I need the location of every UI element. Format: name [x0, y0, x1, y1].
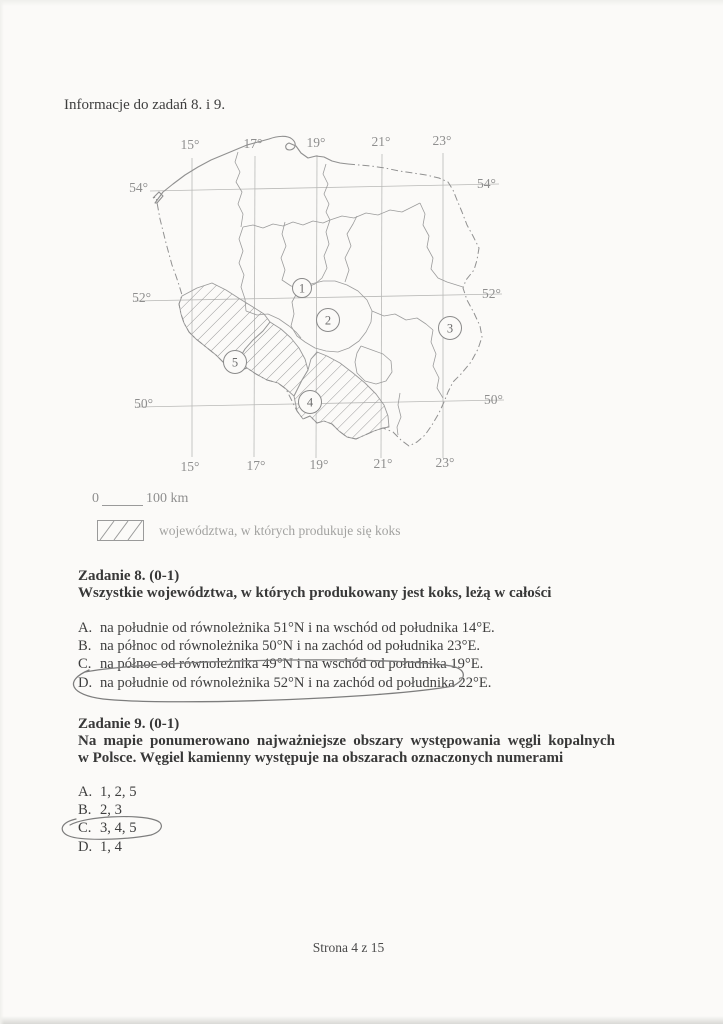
task-8-title: Zadanie 8. (0-1)	[78, 568, 180, 584]
page-edge-left	[0, 0, 4, 1024]
legend-label: województwa, w których produkuje się koks	[159, 522, 401, 538]
task-8-option-d: D. na południe od równoleżnika 52°N i na zachód od południka 22°E.	[78, 674, 492, 691]
task-9-option-c: C. 3, 4, 5	[78, 820, 137, 837]
svg-text:1: 1	[298, 281, 306, 296]
page-edge-bottom	[0, 1016, 723, 1024]
handwritten-answer-circle-task8	[53, 651, 473, 713]
svg-text:19°: 19°	[306, 135, 326, 150]
task-8-option-a: A. na południe od równoleżnika 51°N i na wschód od południka 14°E.	[78, 620, 495, 636]
intro-text: Informacje do zadań 8. i 9.	[64, 97, 226, 113]
page-edge-top	[0, 0, 723, 6]
scale-distance: 100 km	[146, 491, 189, 506]
area-marker-2	[317, 309, 340, 332]
task-9-stem-line1: Na mapie ponumerowano najważniejsze obszary występowania węgli kopalnych	[78, 733, 615, 749]
area-marker-5	[224, 351, 247, 374]
svg-text:2: 2	[324, 313, 332, 328]
svg-text:52°: 52°	[132, 290, 151, 305]
svg-text:17°: 17°	[246, 458, 266, 473]
svg-text:15°: 15°	[180, 459, 200, 474]
svg-text:3: 3	[446, 321, 454, 336]
task-9-stem-line2: w Polsce. Węgiel kamienny występuje na obszarach oznaczonych numerami	[78, 750, 564, 766]
svg-text:21°: 21°	[371, 134, 391, 149]
svg-text:17°: 17°	[243, 136, 263, 151]
svg-text:50°: 50°	[134, 396, 153, 411]
svg-text:23°: 23°	[432, 133, 452, 148]
handwritten-answer-circle-task9	[56, 811, 168, 843]
task-9-option-a: A. 1, 2, 5	[78, 784, 137, 800]
scale-zero: 0	[92, 491, 99, 506]
area-marker-4	[299, 391, 322, 414]
task-8-option-c: C. na północ od równoleżnika 49°N i na wschód od południka 19°E.	[78, 656, 484, 673]
task-9-option-d: D. 1, 4	[78, 838, 122, 855]
task-8-option-b: B. na północ od równoleżnika 50°N i na zachód od południka 23°E.	[78, 638, 481, 655]
svg-text:19°: 19°	[309, 457, 329, 472]
svg-text:54°: 54°	[477, 176, 496, 191]
svg-text:50°: 50°	[484, 392, 503, 407]
map-scale	[92, 486, 188, 506]
svg-text:23°: 23°	[435, 455, 455, 470]
area-marker-1	[293, 279, 312, 298]
svg-text:54°: 54°	[129, 180, 148, 195]
svg-text:5: 5	[231, 355, 239, 370]
task-8-stem: Wszystkie województwa, w których produkowany jest koks, leżą w całości	[78, 585, 552, 601]
page-number: Strona 4 z 15	[312, 940, 385, 955]
legend-hatch-swatch	[97, 520, 144, 541]
area-marker-3	[439, 317, 462, 340]
hatched-regions	[179, 283, 389, 439]
map-legend	[97, 520, 400, 541]
poland-map	[95, 130, 515, 482]
scale-bar-line	[102, 493, 143, 506]
svg-text:21°: 21°	[373, 456, 393, 471]
svg-text:4: 4	[306, 395, 314, 410]
task-8	[78, 568, 623, 602]
task-9-option-b: B. 2, 3	[78, 802, 122, 819]
task-9	[78, 716, 615, 767]
svg-text:52°: 52°	[482, 286, 501, 301]
svg-text:15°: 15°	[180, 137, 200, 152]
task-9-title: Zadanie 9. (0-1)	[78, 716, 180, 732]
